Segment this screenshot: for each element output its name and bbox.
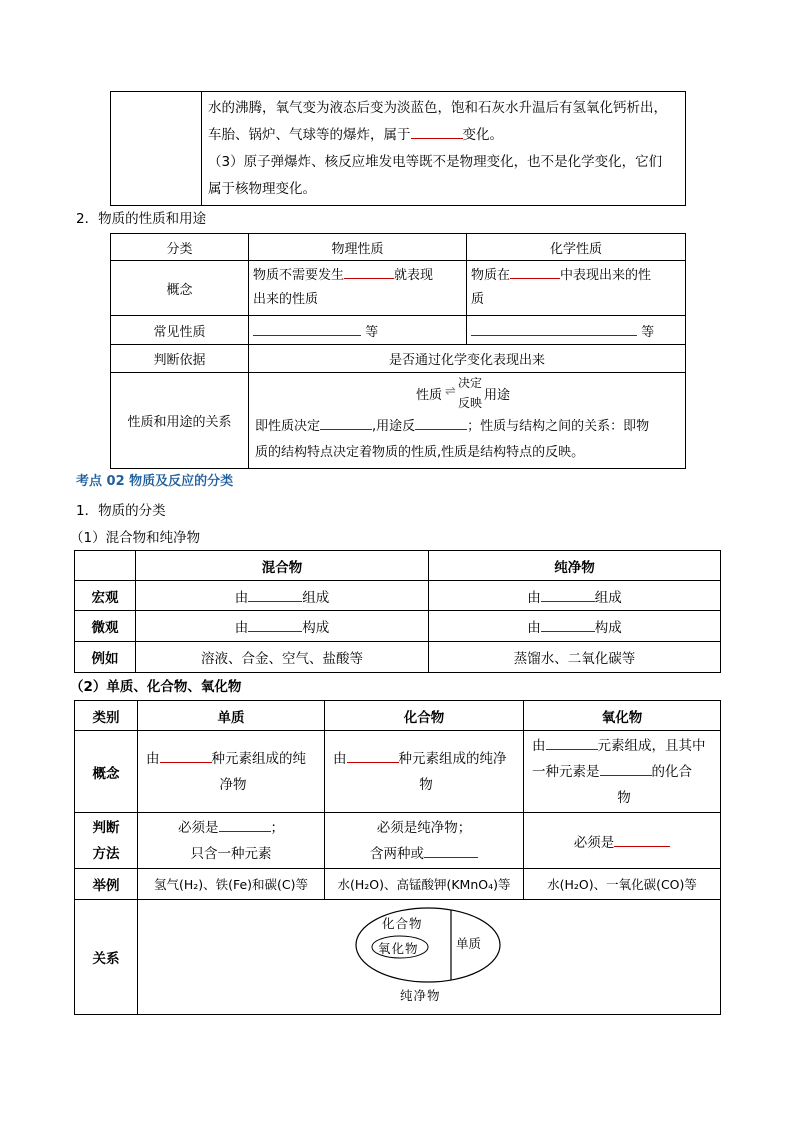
elem-example-compound: 水(H₂O)、高锰酸钾(KMnO₄)等	[325, 869, 524, 900]
blank[interactable]	[600, 763, 652, 776]
relation-arrow: ⇌	[445, 383, 456, 399]
section1-title: 1．物质的分类	[76, 503, 166, 519]
blank[interactable]	[614, 834, 670, 847]
blank[interactable]	[248, 619, 302, 632]
props-concept-physical: 物质不需要发生 就表现 出来的性质	[249, 261, 467, 316]
mix-header-mixture: 混合物	[136, 551, 429, 581]
top-line-3: （3）原子弹爆炸、核反应堆发电等既不是物理变化，也不是化学变化，它们	[208, 153, 663, 170]
top-table-text-cell	[202, 92, 686, 206]
elem-judge-element: 必须是 ； 只含一种元素	[138, 813, 325, 869]
props-header-category: 分类	[111, 234, 249, 261]
mix-example-pure: 蒸馏水、二氧化碳等	[429, 642, 721, 673]
elem-header-oxide: 氧化物	[524, 701, 721, 731]
mix-row-label: 例如	[75, 642, 136, 673]
elem-header-compound: 化合物	[325, 701, 524, 731]
kaodian-heading: 考点 02 物质及反应的分类	[76, 474, 234, 489]
relation-line-2: 质的结构特点决定着物质的性质,性质是结构特点的反映。	[255, 444, 585, 460]
props-judge-value: 是否通过化学变化表现出来	[249, 345, 686, 373]
mix-header-pure: 纯净物	[429, 551, 721, 581]
mix-micro-pure: 由 构成	[429, 611, 721, 642]
props-common-physical: 等	[249, 316, 467, 345]
diagram-oxide-label: 氧化物	[378, 941, 419, 956]
blank[interactable]	[344, 266, 394, 279]
props-row-concept-label: 概念	[111, 261, 249, 316]
blank[interactable]	[347, 750, 399, 763]
props-row-relation-label: 性质和用途的关系	[111, 373, 249, 469]
sub2-title: （2）单质、化合物、氧化物	[70, 679, 242, 695]
props-header-chemical: 化学性质	[467, 234, 686, 261]
top-table	[110, 91, 686, 206]
diagram-compound-label: 化合物	[382, 916, 423, 931]
mix-micro-mixture: 由 构成	[136, 611, 429, 642]
blank[interactable]	[541, 589, 595, 602]
blank[interactable]	[471, 323, 637, 336]
blank[interactable]	[424, 845, 478, 858]
element-table	[74, 700, 721, 1015]
elem-relation-diagram-cell	[138, 900, 721, 1015]
section2-title: 2．物质的性质和用途	[76, 211, 207, 227]
elem-judge-compound: 必须是纯净物； 含两种或	[325, 813, 524, 869]
top-line-1: 水的沸腾，氧气变为液态后变为淡蓝色，饱和石灰水升温后有氢氧化钙析出，	[208, 99, 667, 116]
elem-concept-compound: 由 种元素组成的纯净 物	[325, 731, 524, 813]
props-relation-cell	[249, 373, 686, 469]
blank[interactable]	[411, 126, 463, 139]
diagram-pure-label: 纯净物	[400, 988, 441, 1003]
elem-row-relation-label: 关系	[75, 900, 138, 1015]
relation-reflect-label: 反映	[458, 395, 483, 410]
mix-macro-pure: 由 组成	[429, 581, 721, 611]
mix-row-label: 宏观	[75, 581, 136, 611]
diagram-element-label: 单质	[456, 936, 482, 951]
blank[interactable]	[248, 589, 302, 602]
mix-example-mixture: 溶液、合金、空气、盐酸等	[136, 642, 429, 673]
mixture-table	[74, 550, 721, 673]
blank[interactable]	[253, 323, 361, 336]
elem-row-example-label: 举例	[75, 869, 138, 900]
elem-judge-oxide: 必须是	[524, 813, 721, 869]
relation-use: 用途	[484, 387, 511, 403]
props-common-chemical: 等	[467, 316, 686, 345]
blank[interactable]	[219, 819, 271, 832]
elem-header-type: 类别	[75, 701, 138, 731]
elem-example-element: 氢气(H₂)、铁(Fe)和碳(C)等	[138, 869, 325, 900]
mix-macro-mixture: 由 组成	[136, 581, 429, 611]
elem-row-concept-label: 概念	[75, 731, 138, 813]
relation-decide-label: 决定	[458, 375, 483, 390]
elem-concept-oxide: 由 元素组成，且其中 一种元素是 的化合 物	[524, 731, 721, 813]
properties-table	[110, 233, 686, 469]
blank[interactable]	[541, 619, 595, 632]
props-row-judge-label: 判断依据	[111, 345, 249, 373]
elem-header-element: 单质	[138, 701, 325, 731]
relation-property: 性质	[416, 387, 443, 403]
blank[interactable]	[510, 266, 560, 279]
blank[interactable]	[160, 750, 212, 763]
props-concept-chemical: 物质在 中表现出来的性 质	[467, 261, 686, 316]
elem-example-oxide: 水(H₂O)、一氧化碳(CO)等	[524, 869, 721, 900]
top-line-4: 属于核物理变化。	[208, 180, 316, 197]
relation-line-1: 即性质决定 ,用途反 ；性质与结构之间的关系：即物	[255, 418, 650, 434]
sub1-title: （1）混合物和纯净物	[70, 530, 201, 546]
top-table-left-cell	[111, 92, 202, 206]
mix-header-empty	[75, 551, 136, 581]
props-row-common-label: 常见性质	[111, 316, 249, 345]
top-line-2: 车胎、锅炉、气球等的爆炸，属于 变化。	[208, 126, 503, 143]
elem-row-judge-label: 判断 方法	[75, 813, 138, 869]
props-header-physical: 物理性质	[249, 234, 467, 261]
elem-concept-element: 由 种元素组成的纯 净物	[138, 731, 325, 813]
blank[interactable]	[546, 737, 598, 750]
mix-row-label: 微观	[75, 611, 136, 642]
